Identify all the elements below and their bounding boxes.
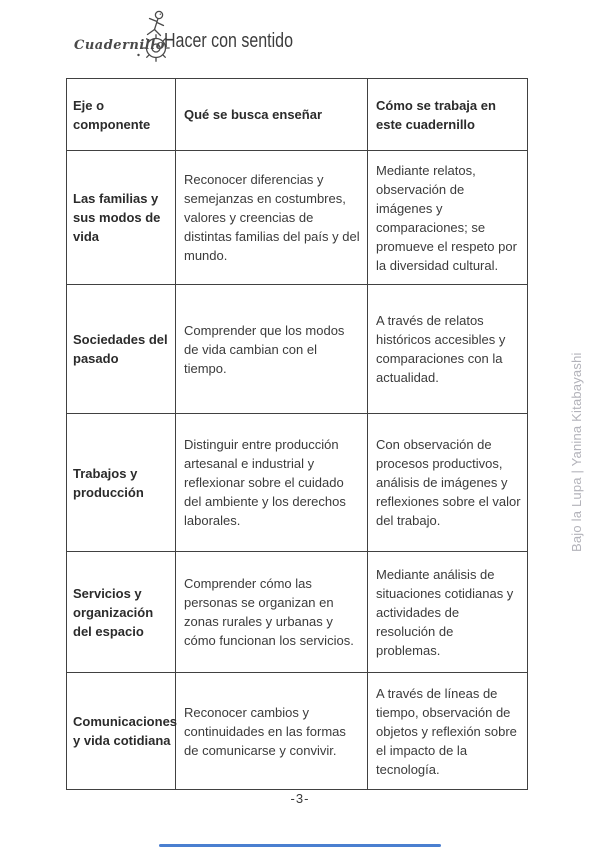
- cell-ensenar: Comprender cómo las personas se organizan en zonas rurales y urbanas y cómo funcionan los servicios.: [176, 552, 368, 673]
- cell-ensenar: Reconocer diferencias y semejanzas en costumbres, valores y creencias de distintas familias del país y del mundo.: [176, 151, 368, 285]
- page-number: -3-: [290, 791, 310, 806]
- cell-eje: Las familias y sus modos de vida: [67, 151, 176, 285]
- cell-trabajo: Mediante análisis de situaciones cotidianas y actividades de resolución de problemas.: [368, 552, 528, 673]
- table-header-row: [67, 79, 528, 151]
- table-row: [67, 151, 528, 285]
- column-header-eje: Eje o componente: [67, 79, 176, 151]
- table-row: [67, 285, 528, 414]
- column-header-trabajo: Cómo se trabaja en este cuadernillo: [368, 79, 528, 151]
- cell-ensenar: Comprender que los modos de vida cambian con el tiempo.: [176, 285, 368, 414]
- cell-ensenar: Reconocer cambios y continuidades en las formas de comunicarse y convivir.: [176, 673, 368, 790]
- cell-trabajo: Mediante relatos, observación de imágenes y comparaciones; se promueve el respeto por la diversidad cultural.: [368, 151, 528, 285]
- table-row: [67, 414, 528, 552]
- brand-script-word: Cuadernillo: [74, 38, 165, 53]
- cell-ensenar: Distinguir entre producción artesanal e industrial y reflexionar sobre el cuidado del ambiente y los derechos laborales.: [176, 414, 368, 552]
- brand-name: Hacer con sentido: [164, 30, 293, 52]
- cell-eje: Sociedades del pasado: [67, 285, 176, 414]
- accent-line: [159, 844, 441, 847]
- side-watermark: Bajo la Lupa | Yanina Kitabayashi: [569, 352, 584, 552]
- table-row: [67, 673, 528, 790]
- table-row: [67, 552, 528, 673]
- cell-trabajo: A través de líneas de tiempo, observación de objetos y reflexión sobre el impacto de la tecnología.: [368, 673, 528, 790]
- brand-header: [0, 0, 600, 70]
- cell-eje: Servicios y organización del espacio: [67, 552, 176, 673]
- cell-eje: Trabajos y producción: [67, 414, 176, 552]
- cell-trabajo: Con observación de procesos productivos, análisis de imágenes y reflexiones sobre el valor del trabajo.: [368, 414, 528, 552]
- cell-eje: Comunicaciones y vida cotidiana: [67, 673, 176, 790]
- cell-trabajo: A través de relatos históricos accesibles y comparaciones con la actualidad.: [368, 285, 528, 414]
- column-header-ensenar: Qué se busca enseñar: [176, 79, 368, 151]
- content-table: [66, 78, 528, 790]
